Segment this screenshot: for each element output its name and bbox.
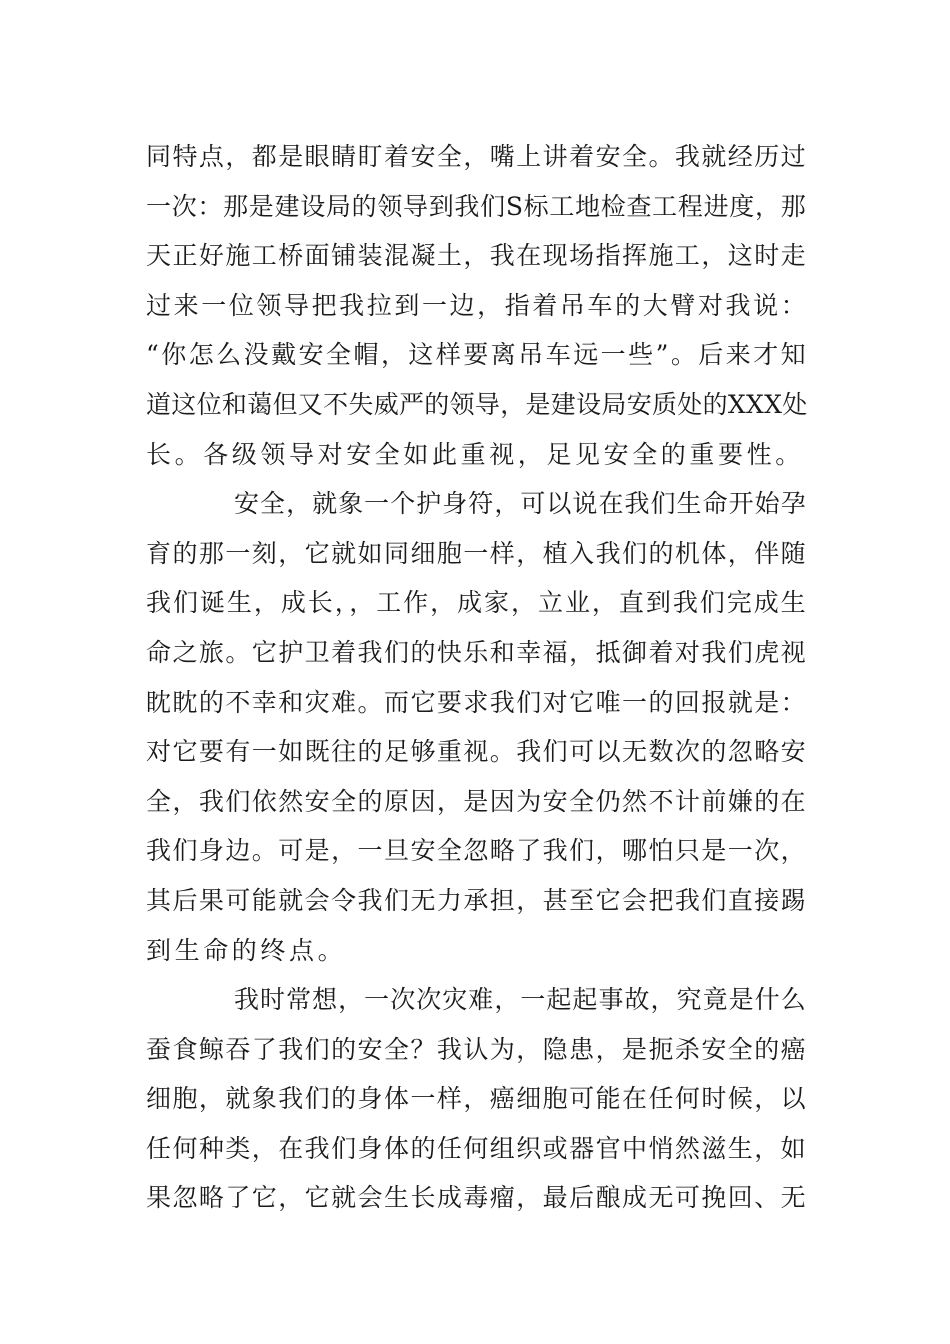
text-line: 安全，就象一个护身符，可以说在我们生命开始孕 (234, 489, 806, 519)
text-line: 过来一位领导把我拉到一边，指着吊车的大臂对我说： (146, 290, 806, 320)
text-line: 眈眈的不幸和灾难。而它要求我们对它唯一的回报就是： (146, 687, 806, 717)
text-line: 道这位和蔼但又不失威严的领导，是建设局安质处的XXX处 (146, 389, 808, 419)
text-line: 细胞，就象我们的身体一样，癌细胞可能在任何时候，以 (146, 1084, 806, 1114)
text-line: 天正好施工桥面铺装混凝土，我在现场指挥施工，这时走 (146, 241, 806, 271)
text-line: 同特点，都是眼睛盯着安全，嘴上讲着安全。我就经历过 (146, 142, 806, 171)
paragraph-2 (146, 479, 806, 975)
text-line: 我们身边。可是，一旦安全忽略了我们，哪怕只是一次， (146, 836, 806, 866)
text-line: 育的那一刻，它就如同细胞一样，植入我们的机体，伴随 (146, 538, 806, 568)
document-body (146, 132, 806, 1223)
text-line: 命之旅。它护卫着我们的快乐和幸福，抵御着对我们虎视 (146, 637, 806, 667)
text-line: 全，我们依然安全的原因，是因为安全仍然不计前嫌的在 (146, 786, 806, 816)
paragraph-3 (146, 975, 806, 1223)
text-line: 对它要有一如既往的足够重视。我们可以无数次的忽略安 (146, 737, 806, 767)
paragraph-1 (146, 132, 806, 479)
text-line: 其后果可能就会令我们无力承担，甚至它会把我们直接踢 (146, 885, 806, 915)
text-line: 我时常想，一次次灾难，一起起事故，究竟是什么 (234, 985, 806, 1015)
text-line: 一次：那是建设局的领导到我们S标工地检查工程进度，那 (146, 191, 806, 221)
text-line: 果忽略了它，它就会生长成毒瘤，最后酿成无可挽回、无 (146, 1183, 806, 1213)
text-line: 长。各级领导对安全如此重视，足见安全的重要性。 (146, 439, 804, 469)
text-line: 蚕食鲸吞了我们的安全？我认为，隐患，是扼杀安全的癌 (146, 1034, 806, 1064)
text-line: 任何种类，在我们身体的任何组织或器官中悄然滋生，如 (146, 1133, 806, 1163)
text-line: 我们诞生，成长，，工作，成家，立业，直到我们完成生 (146, 588, 806, 618)
text-line: 到生命的终点。 (146, 935, 347, 965)
text-line: “你怎么没戴安全帽，这样要离吊车远一些”。后来才知 (146, 340, 806, 370)
